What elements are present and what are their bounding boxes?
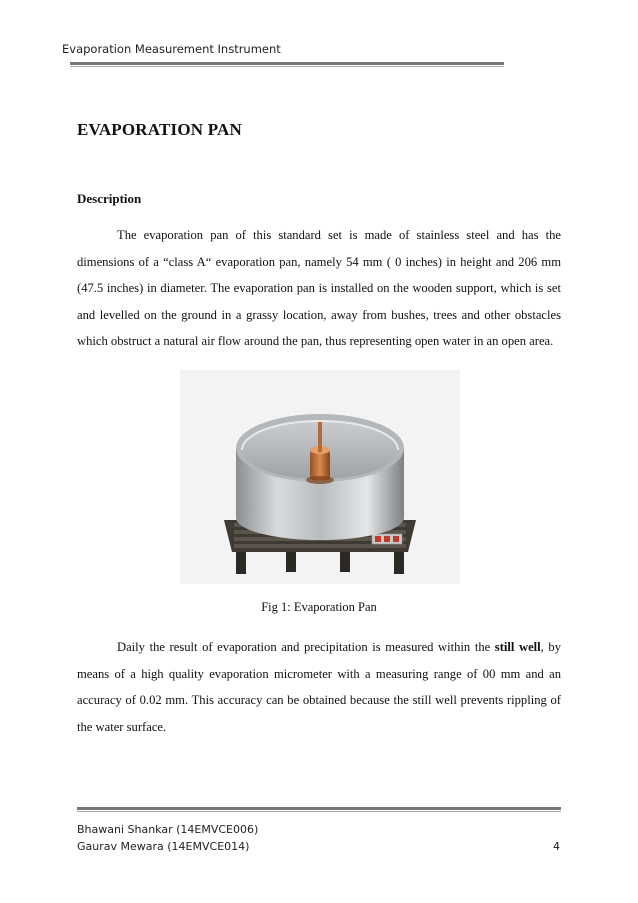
- header-rule: [70, 62, 504, 65]
- still-well-term: still well: [494, 640, 541, 654]
- evaporation-pan-illustration: [180, 370, 460, 584]
- header-title: Evaporation Measurement Instrument: [62, 42, 281, 56]
- header-rule-thin: [70, 66, 504, 67]
- page-title: EVAPORATION PAN: [77, 120, 242, 139]
- evaporation-pan-photo: [180, 370, 460, 584]
- footer-author-2: Gaurav Mewara (14EMVCE014): [77, 840, 250, 853]
- description-text: The evaporation pan of this standard set is made of stainless steel and has the dimensions of a “class A“ evaporation pan, namely 54 mm ( 0 inches) in height and 206 mm (47.5 inches) in diameter. The evaporation pan is installed on the wooden support, which is set and levelled on the ground in a grassy location, away from bushes, trees and other obstacles which obstruct a natural air flow around the pan, thus representing open water in an open area.: [77, 228, 561, 348]
- measurement-text-start: Daily the result of evaporation and precipitation is measured within the: [117, 640, 495, 654]
- footer-rule-thin: [77, 811, 561, 812]
- footer-author-1: Bhawani Shankar (14EMVCE006): [77, 823, 259, 836]
- measurement-paragraph: [77, 634, 561, 740]
- figure-caption: Fig 1: Evaporation Pan: [261, 600, 377, 614]
- description-paragraph: [77, 222, 561, 355]
- footer-rule: [77, 807, 561, 810]
- measurement-text-end: , by means of a high quality evaporation micrometer with a measuring range of 00 mm and an accuracy of 0.02 mm. This accuracy can be obtained because the still well prevents rippling of the water surface.: [77, 640, 562, 734]
- page-number: 4: [553, 840, 560, 853]
- section-heading: Description: [77, 191, 142, 206]
